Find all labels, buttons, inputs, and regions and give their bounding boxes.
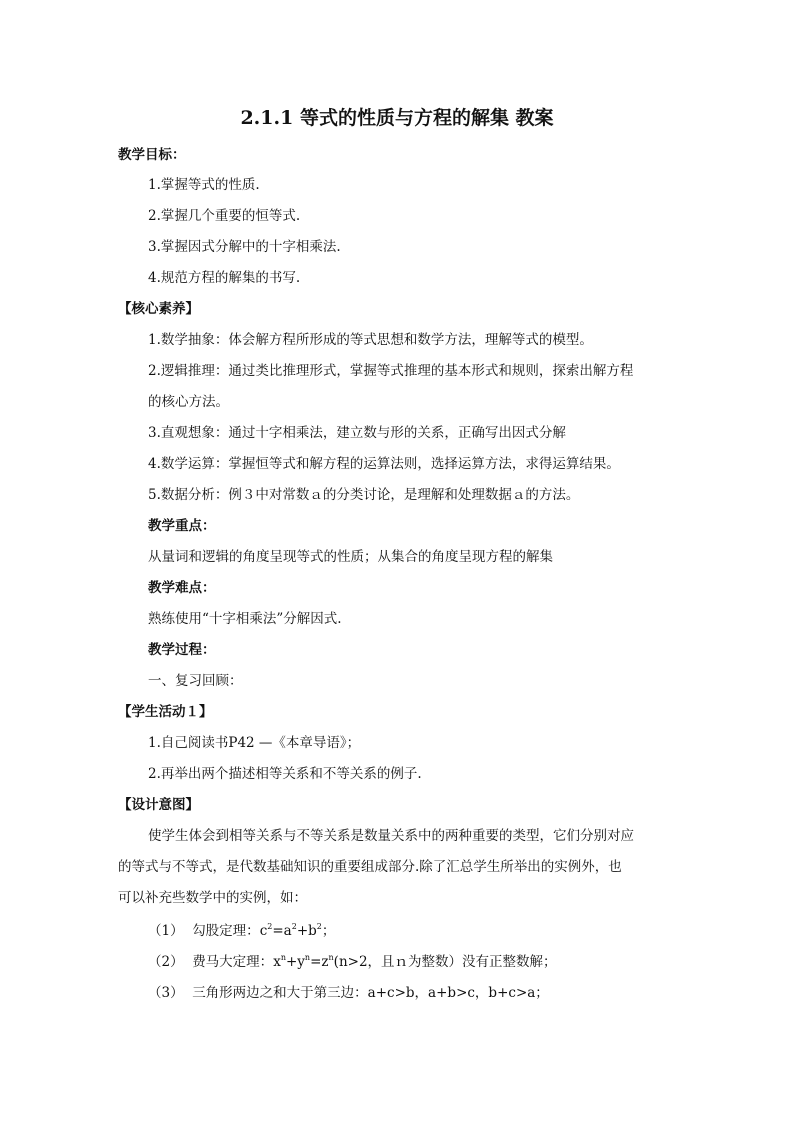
objective-item: 3.掌握因式分解中的十字相乘法.: [148, 239, 341, 255]
core-item: 5.数据分析：例３中对常数ａ的分类讨论，是理解和处理数据ａ的方法。: [148, 487, 580, 503]
core-heading: 【核心素养】: [118, 301, 199, 317]
objective-item: 4.规范方程的解集的书写.: [148, 270, 301, 286]
difficulty-heading: 教学难点：: [148, 580, 216, 596]
core-item: 1.数学抽象：体会解方程所形成的等式思想和数学方法，理解等式的模型。: [148, 332, 593, 348]
design-paragraph-line: 的等式与不等式，是代数基础知识的重要组成部分.除了汇总学生所举出的实例外，也: [118, 859, 622, 875]
key-point-heading: 教学重点：: [148, 518, 216, 534]
core-item: 3.直观想象：通过十字相乘法，建立数与形的关系，正确写出因式分解: [148, 425, 566, 441]
objective-item: 2.掌握几个重要的恒等式.: [148, 208, 301, 224]
example-number: （3）: [148, 985, 184, 1001]
example-label: 费马大定理：: [192, 954, 274, 970]
core-item-continued: 的核心方法。: [148, 394, 229, 410]
design-paragraph-line: 使学生体会到相等关系与不等关系是数量关系中的两种重要的类型，它们分别对应: [148, 828, 634, 844]
activity-item: 1.自己阅读书P42 —《本章导语》；: [148, 735, 361, 751]
process-heading: 教学过程：: [148, 642, 216, 658]
example-text: 三角形两边之和大于第三边：a+c>b，a+b>c，b+c>a；: [192, 985, 549, 1001]
process-step: 一、复习回顾：: [148, 673, 243, 689]
activity-heading: 【学生活动１】: [118, 704, 213, 720]
objective-item: 1.掌握等式的性质.: [148, 177, 260, 193]
core-item: 2.逻辑推理：通过类比推理形式，掌握等式推理的基本形式和规则，探索出解方程: [148, 363, 634, 379]
difficulty-text: 熟练使用“十字相乘法”分解因式.: [148, 611, 342, 627]
activity-item: 2.再举出两个描述相等关系和不等关系的例子.: [148, 766, 422, 782]
objectives-heading: 教学目标：: [118, 147, 186, 163]
design-heading: 【设计意图】: [118, 797, 199, 813]
example-pythagoras: （1） 勾股定理：$c^2=a^2+b^2$；: [148, 921, 336, 939]
example-number: （2）: [148, 954, 184, 970]
core-item: 4.数学运算：掌握恒等式和解方程的运算法则，选择运算方法，求得运算结果。: [148, 456, 620, 472]
design-paragraph-line: 可以补充些数学中的实例，如：: [118, 890, 307, 906]
example-condition: (n>2，且ｎ为整数）没有正整数解；: [333, 954, 557, 970]
page-title: 2.1.1 等式的性质与方程的解集 教案: [240, 107, 554, 129]
example-fermat: （2） 费马大定理：$x^n+y^n=z^n(n>2$，且ｎ为整数）没有正整数解；: [148, 952, 557, 970]
example-triangle: [148, 983, 549, 1003]
example-number: （1）: [148, 923, 184, 939]
key-point-text: 从量词和逻辑的角度呈现等式的性质；从集合的角度呈现方程的解集: [148, 549, 553, 565]
example-label: 勾股定理：: [192, 923, 260, 939]
